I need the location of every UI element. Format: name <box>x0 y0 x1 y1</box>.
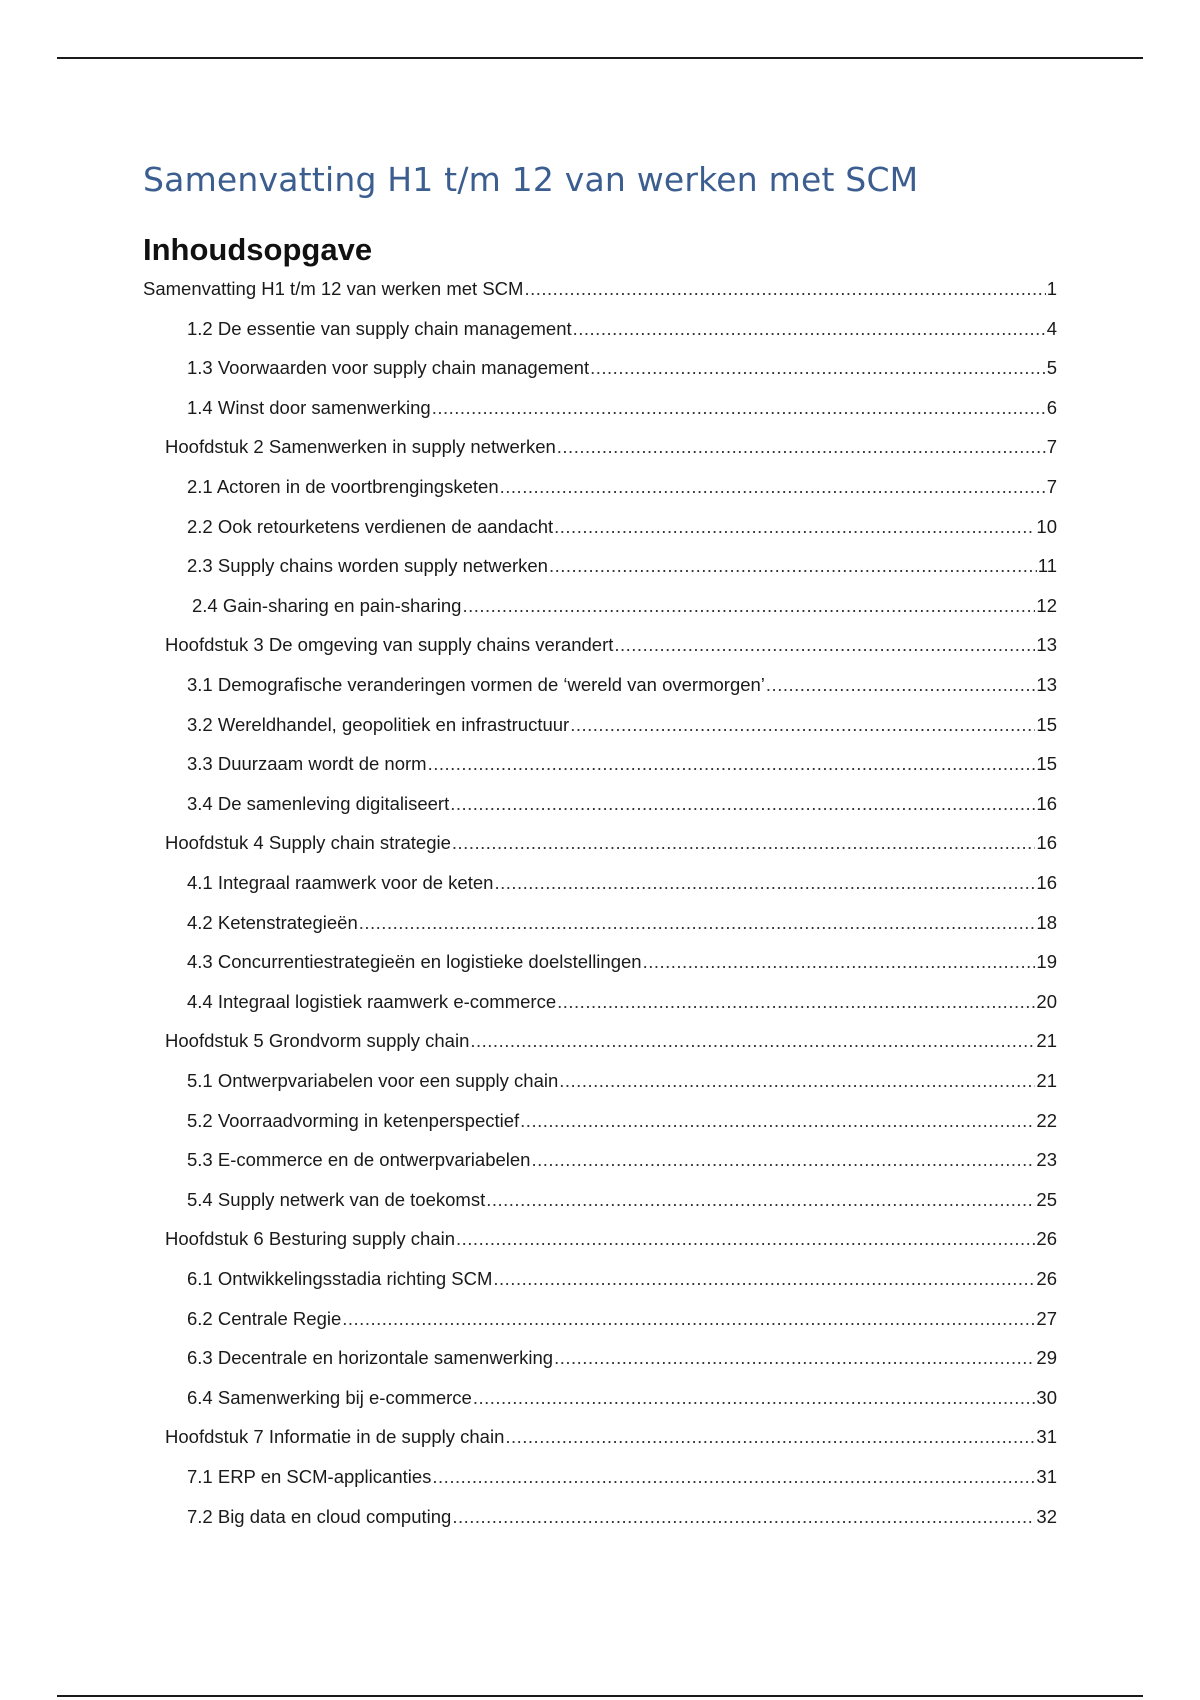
toc-entry-page-number: 21 <box>1036 1030 1057 1051</box>
toc-entry-label: 5.3 E-commerce en de ontwerpvariabelen <box>187 1149 531 1170</box>
toc-entry-page-number: 16 <box>1036 793 1057 814</box>
toc-dot-leader <box>643 951 1036 973</box>
toc-entry-page-number: 7 <box>1046 476 1057 497</box>
toc-entry-label: 6.4 Samenwerking bij e-commerce <box>187 1387 472 1408</box>
toc-entry-label: Hoofdstuk 4 Supply chain strategie <box>165 832 451 853</box>
toc-entry-page-number: 5 <box>1046 357 1057 378</box>
toc-entry-page-number: 29 <box>1036 1347 1057 1368</box>
toc-entry[interactable] <box>187 912 1057 934</box>
toc-entry-label: 3.2 Wereldhandel, geopolitiek en infrastructuur <box>187 714 570 735</box>
toc-entry-label: 4.4 Integraal logistiek raamwerk e-commerce <box>187 991 557 1012</box>
toc-entry-page-number: 26 <box>1036 1228 1057 1249</box>
toc-entry-page-number: 6 <box>1046 397 1057 418</box>
toc-entry-page-number: 11 <box>1037 555 1057 576</box>
toc-entry-label: Hoofdstuk 3 De omgeving van supply chains verandert <box>165 634 614 655</box>
toc-entry[interactable] <box>143 278 1057 300</box>
toc-dot-leader <box>470 1030 1035 1052</box>
toc-entry[interactable] <box>187 714 1057 736</box>
toc-entry-page-number: 15 <box>1036 714 1057 735</box>
toc-dot-leader <box>557 436 1046 458</box>
toc-entry[interactable] <box>187 1347 1057 1369</box>
toc-entry-page-number: 7 <box>1046 436 1057 457</box>
toc-dot-leader <box>570 714 1035 736</box>
toc-heading: Inhoudsopgave <box>143 232 373 267</box>
toc-entry[interactable] <box>165 1030 1057 1052</box>
toc-entry[interactable] <box>165 436 1057 458</box>
toc-entry[interactable] <box>187 1387 1057 1409</box>
toc-dot-leader <box>486 1189 1035 1211</box>
toc-dot-leader <box>559 1070 1035 1092</box>
toc-entry-page-number: 27 <box>1036 1308 1057 1329</box>
toc-dot-leader <box>452 1506 1035 1528</box>
toc-entry[interactable] <box>187 1466 1057 1488</box>
toc-entry-label: 1.4 Winst door samenwerking <box>187 397 431 418</box>
toc-entry[interactable] <box>187 555 1057 577</box>
toc-dot-leader <box>462 595 1035 617</box>
toc-dot-leader <box>359 912 1036 934</box>
toc-entry-label: 5.2 Voorraadvorming in ketenperspectief <box>187 1110 520 1131</box>
toc-entry-label: 2.3 Supply chains worden supply netwerken <box>187 555 548 576</box>
toc-entry[interactable] <box>187 476 1057 498</box>
header-rule <box>57 57 1143 59</box>
toc-entry-page-number: 12 <box>1036 595 1057 616</box>
toc-entry-page-number: 31 <box>1036 1466 1057 1487</box>
toc-entry-label: 1.3 Voorwaarden voor supply chain management <box>187 357 590 378</box>
toc-entry[interactable] <box>165 832 1057 854</box>
toc-entry[interactable] <box>165 634 1057 656</box>
toc-entry[interactable] <box>187 1308 1057 1330</box>
toc-entry-label: 4.1 Integraal raamwerk voor de keten <box>187 872 494 893</box>
document-title: Samenvatting H1 t/m 12 van werken met SCM <box>143 160 919 199</box>
toc-entry-page-number: 31 <box>1036 1426 1057 1447</box>
toc-dot-leader <box>432 397 1046 419</box>
toc-entry-label: Hoofdstuk 2 Samenwerken in supply netwerken <box>165 436 556 457</box>
toc-entry[interactable] <box>187 753 1057 775</box>
toc-dot-leader <box>456 1228 1035 1250</box>
toc-entry[interactable] <box>187 951 1057 973</box>
toc-entry-label: Hoofdstuk 7 Informatie in de supply chain <box>165 1426 505 1447</box>
toc-dot-leader <box>573 318 1046 340</box>
toc-entry[interactable] <box>192 595 1057 617</box>
toc-entry-label: 3.1 Demografische veranderingen vormen de ‘wereld van overmorgen’ <box>187 674 765 695</box>
toc-entry-page-number: 13 <box>1036 634 1057 655</box>
toc-entry-label: Samenvatting H1 t/m 12 van werken met SCM <box>143 278 524 299</box>
toc-entry-label: 3.3 Duurzaam wordt de norm <box>187 753 427 774</box>
toc-entry[interactable] <box>187 318 1057 340</box>
toc-entry[interactable] <box>187 516 1057 538</box>
toc-entry-label: 5.1 Ontwerpvariabelen voor een supply chain <box>187 1070 559 1091</box>
toc-entry-page-number: 26 <box>1036 1268 1057 1289</box>
toc-dot-leader <box>450 793 1035 815</box>
toc-entry[interactable] <box>165 1426 1057 1448</box>
toc-dot-leader <box>428 753 1036 775</box>
toc-entry-label: 7.1 ERP en SCM-applicanties <box>187 1466 432 1487</box>
toc-dot-leader <box>494 872 1035 894</box>
toc-entry-label: 5.4 Supply netwerk van de toekomst <box>187 1189 486 1210</box>
toc-entry-page-number: 16 <box>1036 832 1057 853</box>
toc-dot-leader <box>590 357 1046 379</box>
toc-entry-label: 6.1 Ontwikkelingsstadia richting SCM <box>187 1268 493 1289</box>
toc-entry-page-number: 25 <box>1036 1189 1057 1210</box>
toc-dot-leader <box>557 991 1035 1013</box>
toc-dot-leader <box>524 278 1045 300</box>
toc-entry-label: 2.2 Ook retourketens verdienen de aandacht <box>187 516 554 537</box>
toc-entry-label: 2.4 Gain-sharing en pain-sharing <box>192 595 462 616</box>
toc-dot-leader <box>531 1149 1035 1171</box>
toc-entry-label: 7.2 Big data en cloud computing <box>187 1506 452 1527</box>
toc-entry-page-number: 32 <box>1036 1506 1057 1527</box>
toc-entry-label: 1.2 De essentie van supply chain management <box>187 318 572 339</box>
toc-entry-page-number: 16 <box>1036 872 1057 893</box>
toc-entry-label: Hoofdstuk 5 Grondvorm supply chain <box>165 1030 470 1051</box>
toc-entry-page-number: 4 <box>1046 318 1057 339</box>
toc-entry-label: 6.2 Centrale Regie <box>187 1308 342 1329</box>
toc-dot-leader <box>493 1268 1035 1290</box>
toc-dot-leader <box>452 832 1036 854</box>
toc-entry[interactable] <box>187 793 1057 815</box>
toc-dot-leader <box>520 1110 1035 1132</box>
toc-entry[interactable] <box>187 872 1057 894</box>
toc-entry[interactable] <box>187 1149 1057 1171</box>
toc-entry-page-number: 22 <box>1036 1110 1057 1131</box>
toc-dot-leader <box>432 1466 1035 1488</box>
toc-entry[interactable] <box>187 1110 1057 1132</box>
toc-dot-leader <box>473 1387 1036 1409</box>
toc-entry[interactable] <box>187 357 1057 379</box>
toc-dot-leader <box>342 1308 1035 1330</box>
toc-entry[interactable] <box>187 1189 1057 1211</box>
toc-entry-page-number: 23 <box>1036 1149 1057 1170</box>
toc-entry-label: 4.3 Concurrentiestrategieën en logistieke doelstellingen <box>187 951 642 972</box>
toc-entry-page-number: 10 <box>1036 516 1057 537</box>
toc-entry[interactable] <box>187 1070 1057 1092</box>
toc-dot-leader <box>554 516 1035 538</box>
toc-entry-page-number: 13 <box>1036 674 1057 695</box>
toc-entry[interactable] <box>187 1268 1057 1290</box>
toc-entry[interactable] <box>187 1506 1057 1528</box>
toc-entry-label: 2.1 Actoren in de voortbrengingsketen <box>187 476 499 497</box>
toc-entry-page-number: 18 <box>1036 912 1057 933</box>
toc-dot-leader <box>614 634 1035 656</box>
toc-dot-leader <box>505 1426 1035 1448</box>
toc-entry-page-number: 20 <box>1036 991 1057 1012</box>
toc-dot-leader <box>554 1347 1035 1369</box>
toc-entry[interactable] <box>187 991 1057 1013</box>
toc-entry[interactable] <box>187 397 1057 419</box>
toc-entry-page-number: 19 <box>1036 951 1057 972</box>
toc-entry-page-number: 21 <box>1036 1070 1057 1091</box>
toc-entry-label: 3.4 De samenleving digitaliseert <box>187 793 450 814</box>
toc-entry-label: 6.3 Decentrale en horizontale samenwerking <box>187 1347 554 1368</box>
toc-entry-page-number: 15 <box>1036 753 1057 774</box>
toc-dot-leader <box>500 476 1046 498</box>
toc-entry-page-number: 30 <box>1036 1387 1057 1408</box>
toc-entry[interactable] <box>165 1228 1057 1250</box>
toc-entry-page-number: 1 <box>1046 278 1057 299</box>
toc-dot-leader <box>766 674 1036 696</box>
footer-rule <box>57 1695 1143 1697</box>
toc-entry-label: 4.2 Ketenstrategieën <box>187 912 358 933</box>
toc-entry[interactable] <box>187 674 1057 696</box>
toc-dot-leader <box>549 555 1037 577</box>
toc-entry-label: Hoofdstuk 6 Besturing supply chain <box>165 1228 456 1249</box>
